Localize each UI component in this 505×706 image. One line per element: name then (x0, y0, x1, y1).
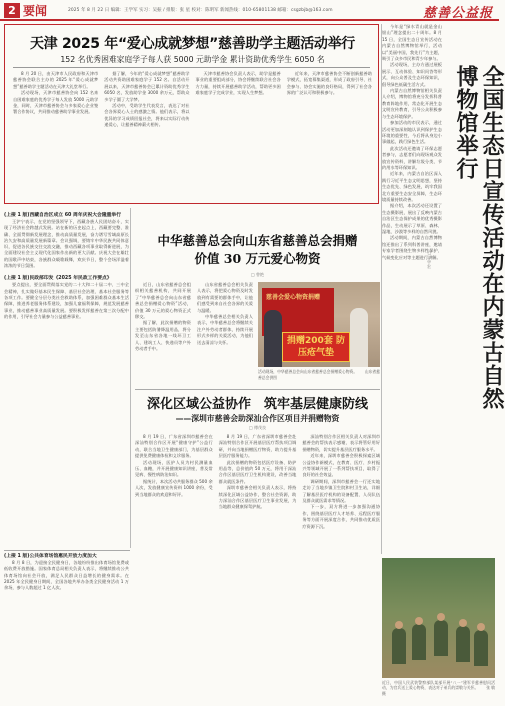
brief-text: 王沪宁表示，在党的坚强领导下，西藏各族人民团结奋斗，实现了经济社会跨越式发展。站在新的历史起点上，西藏要完整、准确、全面贯彻新发展理念，推动高质量发展，奋力谱写雪域高原长治久安和高质量发展新篇章。会议强调，要铸牢中华民族共同体意识，促进各民族交往交流交融，推动西藏各项事业取得新进展，为全面建设社会主义现代化国家作出新的更大贡献。庆祝大会在雄壮的国歌声中结束，各族群众载歌载舞，欢庆节日，整个会场洋溢着浓浓的节日氛围。 (4, 219, 129, 269)
lead-subtitle: 152 名优秀困难家庭学子每人获 5000 元助学金 累计资助优秀学生 6050 名 (60, 55, 325, 64)
photo-soldier (412, 624, 426, 660)
right-paragraph: 此次活动还邀请了环保志愿者参与，志愿者们向现场观众发放宣传资料，讲解垃圾分类、节约用水等环保知识。 (382, 145, 442, 170)
lead-divider (13, 67, 370, 68)
lead-article (4, 24, 379, 204)
photo-caption: 活动现场，中华慈善总会向山东省慈善总会捐赠爱心物资。 山东省慈善总会供图 (258, 369, 380, 380)
bottom-paragraph: 此次捐赠的物资包括医疗设备、防护用品等，总价值约 50 万元，将用于深汕合作区基层医疗卫生机构建设，改善当地群众就医条件。 (218, 459, 297, 484)
lead-col-1 (13, 71, 98, 201)
mid-col-1 (135, 282, 191, 390)
right-paragraph: 活动现场，主办方通过展板展示、互动体验、知识问答等形式，向公众普及生态环保知识，倡导绿色低碳生活方式。 (382, 62, 442, 87)
brief-text: 要点提出，要全面贯彻落实党的二十大和二十届二中、三中全会精神，扎实做好基本民生保障、基层社会治理、基本社会服务等各项工作。要健全分层分类社会救助体系，加强困难群众基本生活保障，推进养老服务体系建设，加强儿童福利保障，规范发展慈善事业，推动慈善事业高质量发展。要积极发挥慈善在第三次分配中的作用，引导社会力量参与公益慈善事业。 (4, 282, 129, 319)
lead-paragraph: 近年来，天津市慈善协会不断创新慈善助学模式，拓宽募集渠道，形成了政府引导、社会参与、协会实施的良好格局，得到了社会各界的广泛认可和积极参与。 (286, 71, 372, 96)
lead-paragraph: 天津市慈善协会负责人表示，助学是慈善事业的重要组成部分，协会将继续联合社会各方力量，持续开展慈善助学活动，帮助更多困难家庭学子完成学业，实现人生梦想。 (195, 71, 281, 96)
mid-col-2 (197, 282, 253, 390)
vertical-headline: 全国生态日宣传活动在内蒙古自然博物馆举行 (453, 65, 505, 410)
column-rule (381, 24, 382, 554)
right-paragraph: 活动期间，内蒙古自然博物馆还推出了系列科普讲座，邀请专家学者围绕生物多样性保护、气候变化应对等主题进行讲解。 (382, 235, 442, 260)
right-paragraph: 今年是“绿水青山就是金山银山”理念提出二十周年。8 月 15 日，全国生态日宣传活动在内蒙古自然博物馆举行，活动以“美丽中国，我先行”为主题，吸引了众多市民和青少年参与。 (382, 24, 442, 62)
vertical-byline: □ 王宇宏 (427, 250, 432, 269)
masthead-meta: 2025 年 8 月 22 日 编辑：王学军 实习：吴振 / 排版：张 星 校对：陈明军 新闻热线：010-65801138 邮箱：csgzbjb@163.com (68, 8, 333, 13)
bottom-paragraph: 深圳市慈善会相关负责人表示，将持续深化区域公益协作，整合社会资源，助力深汕合作区基层医疗卫生事业发展，为当地群众健康保驾护航。 (218, 485, 297, 510)
bottom-article-byline: □ 傅茂良 (248, 425, 267, 430)
photo-person (350, 308, 368, 367)
mid-paragraph: 中华慈善总会相关负责人表示，中华慈善总会将继续关注户外劳动者群体，持续开展形式多样的关爱活动，为他们送去清凉与关怀。 (197, 314, 253, 345)
mid-article-body (135, 282, 253, 390)
section-rule (4, 550, 130, 551)
photo-soldier (434, 620, 448, 656)
bottom-paragraph: 据统计，本次活动共服务群众 500 余人次，发放健康宣传资料 1000 余份，受到当地群众的欢迎和好评。 (135, 478, 213, 497)
masthead (0, 0, 499, 21)
right-paragraph: 近年来，内蒙古自治区深入践行习近平生态文明思想，坚持生态优先、绿色发展，筑牢我国北方重要生态安全屏障，生态环境质量持续改善。 (382, 171, 442, 202)
bottom-article-title: 深化区域公益协作 筑牢基层健康防线 (146, 397, 368, 412)
donation-photo (258, 282, 380, 367)
column-rule (130, 208, 131, 548)
photo-soldier (474, 630, 488, 666)
lead-body (13, 71, 372, 201)
bottom-article-body (135, 434, 380, 702)
mid-article-title (135, 232, 380, 268)
military-photo (382, 558, 495, 678)
photo-soldier (456, 626, 470, 662)
lead-col-3 (196, 71, 281, 201)
donation-board-text: 捐赠200套 防压疮气垫 (287, 336, 345, 358)
mid-article-byline: □ 曾艳 (250, 272, 265, 277)
lead-paragraph: 据了解，今年的“爱心成就梦想”慈善助学活动共资助困难家庭学子 152 名。自活动开展以来，天津市慈善协会已累计资助优秀学生 6050 名，发放助学金 3000 余万元，帮助众多学子圆了大学梦。 (104, 71, 190, 102)
vertical-headline-block (453, 65, 505, 425)
bottom-article-subtitle: ——深圳市慈善会助深汕合作区项目并捐赠物资 (175, 414, 340, 423)
lead-paragraph: 活动现场，天津市慈善协会向 152 名来自困难家庭的优秀学子每人发放 5000 元助学金，同时，天津市慈善协会与多家爱心企业签署合作协议，共同推动慈善助学事业发展。 (13, 90, 99, 115)
right-paragraph: 内蒙古自然博物馆相关负责人介绍，博物馆将充分发挥科普教育阵地作用，常态化开展生态文明宣传教育，引导公众积极参与生态环境保护。 (382, 88, 442, 119)
photo-soldier (392, 628, 406, 664)
bottom-paragraph: 8 月 19 日，广东省深圳市慈善会在深汕特别合作区开展“健康守护”公益行动，联合当地卫生健康部门，为基层群众提供免费健康体检和义诊服务。 (135, 434, 213, 459)
section-name: 要闻 (23, 4, 48, 18)
mid-paragraph: 近日，山东省慈善总会组织相关慈善机构，共同开展了“中华慈善总会向山东省慈善总会捐赠爱心物资”活动，价值 30 万元的爱心物资正式移交。 (135, 282, 191, 320)
mid-title-line-1: 中华慈善总会向山东省慈善总会捐赠 (157, 233, 358, 248)
bottom-paragraph: 下一步，双方将进一步加强沟通协作，围绕基层医疗人才培养、远程医疗服务等方面开展深度合作，共同推动优质医疗资源下沉。 (302, 504, 381, 529)
mid-paragraph: 据了解，此次捐赠的物资主要包括防暑降温用品，将分发至山东省各地一线环卫工人、建筑工人、快递员等户外劳动者手中。 (135, 320, 191, 352)
left-briefs (4, 209, 129, 547)
section-rule (135, 389, 380, 390)
bottom-paragraph: 活动现场，医护人员为村民测量血压、血糖，并开展健康知识讲座，普及常见病、慢性病防治知识。 (135, 459, 213, 478)
page-number: 2 (4, 3, 20, 18)
bottom-col-3 (302, 434, 380, 702)
mid-title-line-2: 价值 30 万元爱心物资 (194, 251, 321, 266)
photo-person (264, 310, 282, 367)
bottom-col-2 (219, 434, 297, 702)
lead-col-2 (104, 71, 189, 201)
bottom-paragraph: 近年来，深圳市慈善会积极探索区域公益协作新模式，在教育、医疗、乡村振兴等领域开展了一系列帮扶项目，取得了良好的社会效益。 (302, 453, 381, 478)
lead-title: 天津 2025 年“爱心成就梦想”慈善助学主题活动举行 (29, 36, 355, 52)
lower-left-headline: (上接 1 版)公共体育场馆惠民开放力度加大 (4, 554, 97, 559)
lead-paragraph: 活动中，受助学生代表发言，表达了对社会各界爱心人士的感激之情。他们表示，将以优异的学习成绩回报社会，将来以实际行动传递爱心，让慈善精神薪火相传。 (104, 103, 190, 128)
mid-paragraph: 山东省慈善总会相关负责人表示，将把爱心物资及时发放到有需要的群体手中，让他们感受到来自社会各界的关爱与温暖。 (197, 282, 253, 313)
bottom-paragraph: 深汕特别合作区相关负责人对深圳市慈善会的帮扶表示感谢，表示将管好用好捐赠物资，切实提升基层医疗服务水平。 (302, 434, 381, 452)
bottom-paragraph: 8 月 19 日，广东省深圳市慈善会赴深汕特别合作区开展基层医疗帮扶项目调研，并向当地捐赠医疗物资，助力提升基层医疗服务能力。 (218, 434, 297, 459)
brief-headline: (上接 1 版)民政部印发《2025 年民政工作要点》 (4, 276, 112, 282)
military-photo-caption: 近日，中国人民武装警察部队某部开展“八一”建军节慈善慰问活动，为官兵送上爱心物资，表达对子弟兵的崇敬与关怀。 张 敏 摄 (382, 680, 495, 696)
lower-left-article (4, 553, 129, 703)
paper-name: 慈善公益报 (422, 6, 493, 21)
lead-col-4 (287, 71, 372, 201)
right-paragraph: 参加活动的市民表示，通过活动更加深刻地认识到保护生态环境的重要性，今后将从身边小事做起，践行绿色生活。 (382, 120, 442, 145)
photo-banner-text: 慈善会爱心物资捐赠 (266, 294, 321, 301)
donation-board (282, 332, 350, 362)
brief-headline: (上接 1 版)西藏自治区成立 60 周年庆祝大会隆重举行 (4, 213, 122, 218)
right-paragraph: 据介绍，本次活动还设置了生态摄影展，展出了反映内蒙古自治区生态保护成果的优秀摄影作品，生动展示了草原、森林、湿地、沙漠等多样的自然风貌。 (382, 203, 442, 234)
bottom-paragraph: 调研期间，深圳市慈善会一行还实地走访了当地乡镇卫生院和村卫生站，详细了解基层医疗机构的设备配置、人员队伍及群众就医需求等情况。 (302, 478, 381, 504)
bottom-col-1 (135, 434, 213, 702)
lead-paragraph: 8 月 20 日，由天津市人民政府和天津市慈善协会联合主办的 2025 年“爱心成就梦想”慈善助学主题活动在天津大礼堂举行。 (13, 71, 99, 89)
lower-left-text: 8 月 8 日，为迎接全民健身日，各地纷纷推出体育场馆免费或低收费开放措施。国家体育总局相关负责人表示，将继续推动公共体育场馆向社会开放，满足人民群众日益增长的健身需求。在 2025 年全民健身日期间，全国各地共举办各类全民健身活动 1 万余场，参与人数超过 1 亿人次。 (4, 560, 129, 591)
